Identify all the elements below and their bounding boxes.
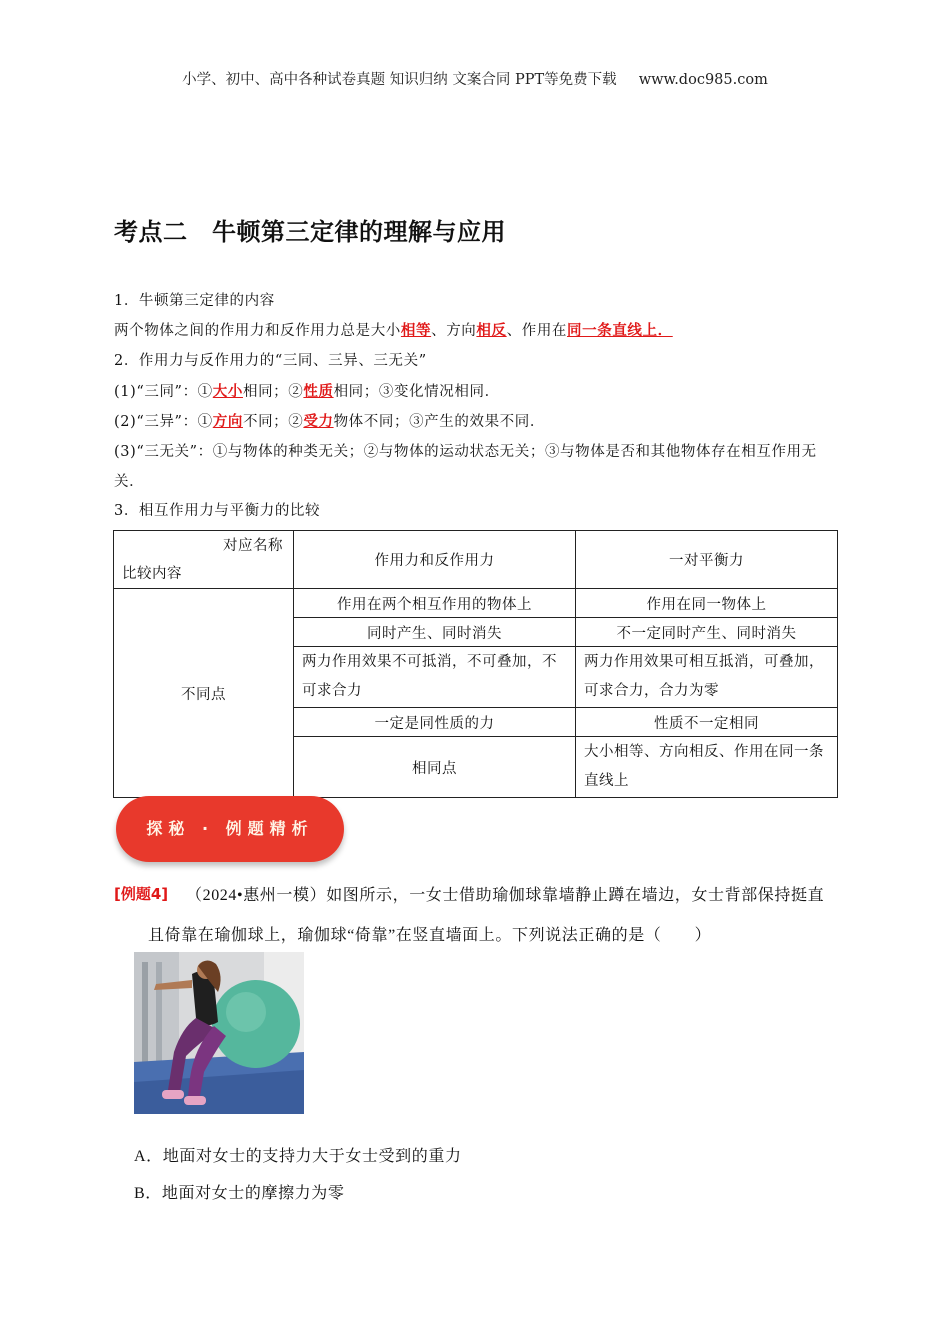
header-label-bottom: 比较内容 xyxy=(122,565,182,582)
header-label-top: 对应名称 xyxy=(223,537,283,554)
table-cell: 两力作用效果可相互抵消，可叠加，可求合力，合力为零 xyxy=(576,647,838,708)
group-label-differences: 不同点 xyxy=(114,589,294,798)
table-cell: 同时产生、同时消失 xyxy=(294,618,576,647)
same-point-value: 大小相等、方向相反、作用在同一条直线上 xyxy=(576,737,838,798)
table-cell: 两力作用效果不可抵消，不可叠加，不可求合力 xyxy=(294,647,576,708)
keyword-nature: 性质 xyxy=(303,383,334,400)
keyword-equal: 相等 xyxy=(400,322,432,339)
table-cell: 不一定同时产生、同时消失 xyxy=(576,618,838,647)
option-b[interactable]: B．地面对女士的摩擦力为零 xyxy=(134,1185,345,1202)
table-cell: 作用在同一物体上 xyxy=(576,589,838,618)
question-line-2: 且倚靠在瑜伽球上，瑜伽球“倚靠”在竖直墙面上。下列说法正确的是（ ） xyxy=(148,927,712,944)
example-number-tag: [例题4] xyxy=(114,885,169,903)
table-header-row xyxy=(114,531,838,589)
text-run: (1)“三同”：① xyxy=(114,384,213,400)
column-header-action-reaction: 作用力和反作用力 xyxy=(294,531,576,589)
keyword-same-line: 同一条直线上． xyxy=(567,322,673,339)
three-irrelevant-text: (3)“三无关”：①与物体的种类无关；②与物体的运动状态无关；③与物体是否和其他物体存在相互作用无关． xyxy=(114,444,817,490)
point-3-heading: 3．相互作用力与平衡力的比较 xyxy=(114,503,321,519)
text-run: 、方向 xyxy=(431,323,477,339)
column-header-balanced-pair: 一对平衡力 xyxy=(576,531,838,589)
keyword-force-object: 受力 xyxy=(303,413,334,430)
point-1-heading: 1．牛顿第三定律的内容 xyxy=(114,293,275,309)
point-1-text xyxy=(114,321,673,341)
badge-label: 探秘 · 例题精析 xyxy=(146,819,314,838)
question-line-1: （2024•惠州一模）如图所示，一女士借助瑜伽球靠墙静止蹲在墙边，女士背部保持挺直 xyxy=(186,887,825,904)
text-run: 相同；② xyxy=(242,384,304,400)
text-run: 相同；③变化情况相同． xyxy=(333,384,500,400)
text-run: 不同；② xyxy=(242,414,304,430)
text-run: 两个物体之间的作用力和反作用力总是大小 xyxy=(114,323,401,339)
table-cell: 一定是同性质的力 xyxy=(294,708,576,737)
same-point-label: 相同点 xyxy=(294,737,576,798)
point-2-heading: 2．作用力与反作用力的“三同、三异、三无关” xyxy=(114,353,427,369)
table-cell: 作用在两个相互作用的物体上 xyxy=(294,589,576,618)
banner-text: 小学、初中、高中各种试卷真题 知识归纳 文案合同 PPT等免费下载 xyxy=(182,72,617,88)
option-a[interactable]: A．地面对女士的支持力大于女士受到的重力 xyxy=(134,1148,462,1165)
three-same-line xyxy=(114,382,500,402)
yoga-ball-photo xyxy=(134,952,304,1114)
diagonal-header-cell xyxy=(114,531,294,589)
keyword-opposite: 相反 xyxy=(476,322,507,339)
table-row xyxy=(114,589,838,618)
photo-illustration xyxy=(134,952,304,1114)
comparison-table xyxy=(113,530,838,798)
text-run: 、作用在 xyxy=(506,323,568,339)
keyword-direction: 方向 xyxy=(212,413,243,430)
keyword-magnitude: 大小 xyxy=(212,383,243,400)
example-section-badge xyxy=(116,796,344,862)
three-diff-line xyxy=(114,412,545,432)
page-header-banner xyxy=(0,68,950,89)
banner-url[interactable]: www.doc985.com xyxy=(638,72,768,88)
text-run: (2)“三异”：① xyxy=(114,414,213,430)
text-run: 物体不同；③产生的效果不同． xyxy=(333,414,545,430)
section-title: 考点二 牛顿第三定律的理解与应用 xyxy=(114,218,506,246)
table-cell: 性质不一定相同 xyxy=(576,708,838,737)
